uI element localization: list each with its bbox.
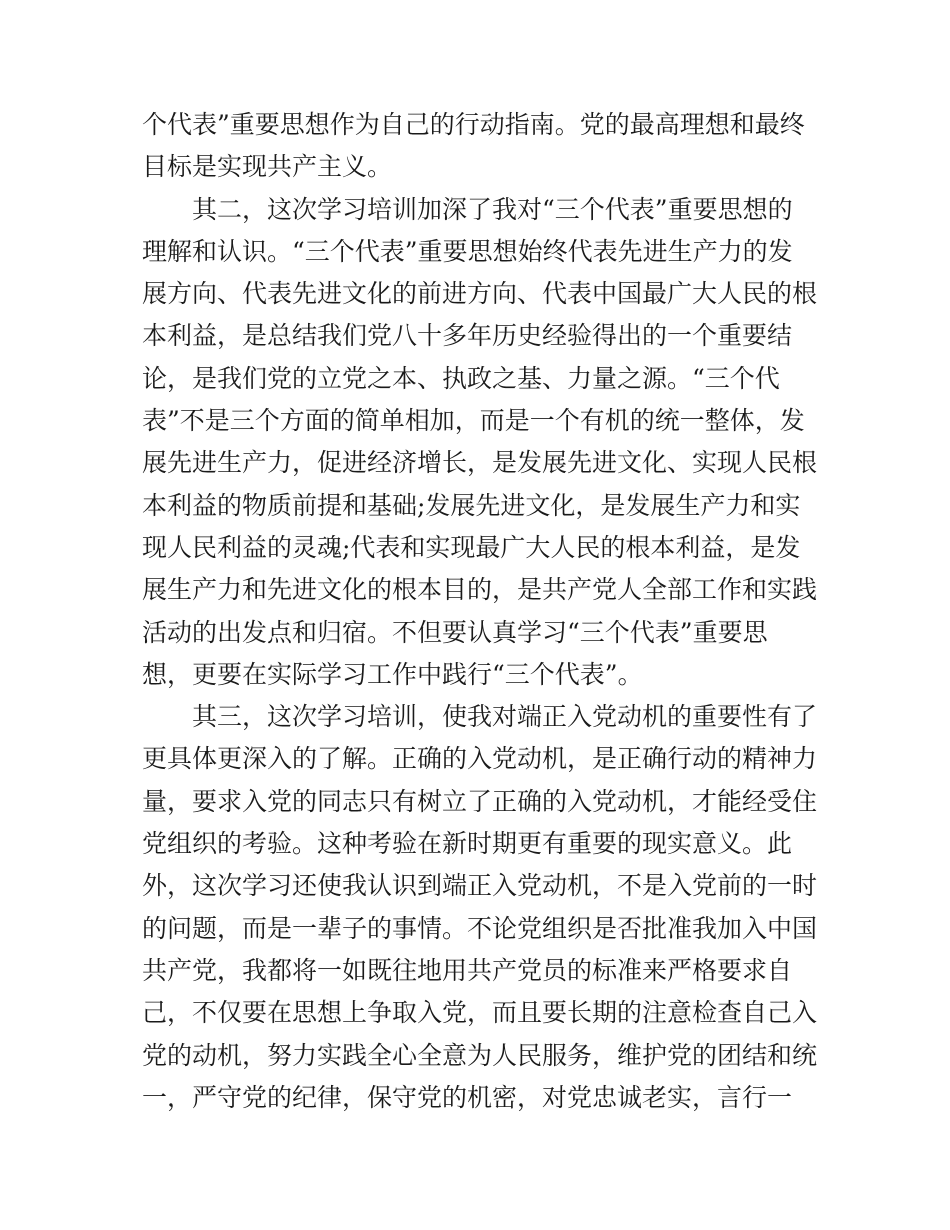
text-line: 更具体更深入的了解。正确的入党动机，是正确行动的精神力 <box>142 744 818 774</box>
text-line: 个代表”重要思想作为自己的行动指南。党的最高理想和最终 <box>142 110 805 139</box>
text-line: 理解和认识。“三个代表”重要思想始终代表先进生产力的发 <box>142 236 793 266</box>
text-line: 本利益，是总结我们党八十多年历史经验得出的一个重要结 <box>142 321 793 351</box>
text-line: 的问题，而是一辈子的事情。不论党组织是否批准我加入中国 <box>142 913 818 943</box>
text-line: 其三，这次学习培训，使我对端正入党动机的重要性有了 <box>142 702 818 732</box>
text-line: 其二，这次学习培训加深了我对“三个代表”重要思想的 <box>142 194 793 224</box>
body-text <box>142 104 822 1119</box>
text-line: 展生产力和先进文化的根本目的，是共产党人全部工作和实践 <box>142 575 818 605</box>
text-line: 想，更要在实际学习工作中践行“三个代表”。 <box>142 659 643 689</box>
text-line: 现人民利益的灵魂;代表和实现最广大人民的根本利益，是发 <box>142 532 801 562</box>
text-line: 本利益的物质前提和基础;发展先进文化，是发展生产力和实 <box>142 490 801 520</box>
text-line: 一，严守党的纪律，保守党的机密，对党忠诚老实，言行一 <box>142 1082 793 1112</box>
text-line: 目标是实现共产主义。 <box>142 152 393 182</box>
text-line: 论，是我们党的立党之本、执政之基、力量之源。“三个代 <box>142 363 780 393</box>
text-line: 外，这次学习还使我认识到端正入党动机，不是入党前的一时 <box>142 871 818 901</box>
text-line: 展方向、代表先进文化的前进方向、代表中国最广大人民的根 <box>142 279 818 309</box>
text-line: 己，不仅要在思想上争取入党，而且要长期的注意检查自己入 <box>142 998 818 1028</box>
text-line: 展先进生产力，促进经济增长，是发展先进文化、实现人民根 <box>142 448 818 478</box>
text-line: 表”不是三个方面的简单相加，而是一个有机的统一整体，发 <box>142 406 805 436</box>
text-line: 量，要求入党的同志只有树立了正确的入党动机，才能经受住 <box>142 786 818 816</box>
text-line: 党组织的考验。这种考验在新时期更有重要的现实意义。此 <box>142 829 793 859</box>
text-line: 共产党，我都将一如既往地用共产党员的标准来严格要求自 <box>142 955 793 985</box>
text-line: 党的动机，努力实践全心全意为人民服务，维护党的团结和统 <box>142 1040 818 1070</box>
text-line: 活动的出发点和归宿。不但要认真学习“三个代表”重要思 <box>142 617 768 647</box>
